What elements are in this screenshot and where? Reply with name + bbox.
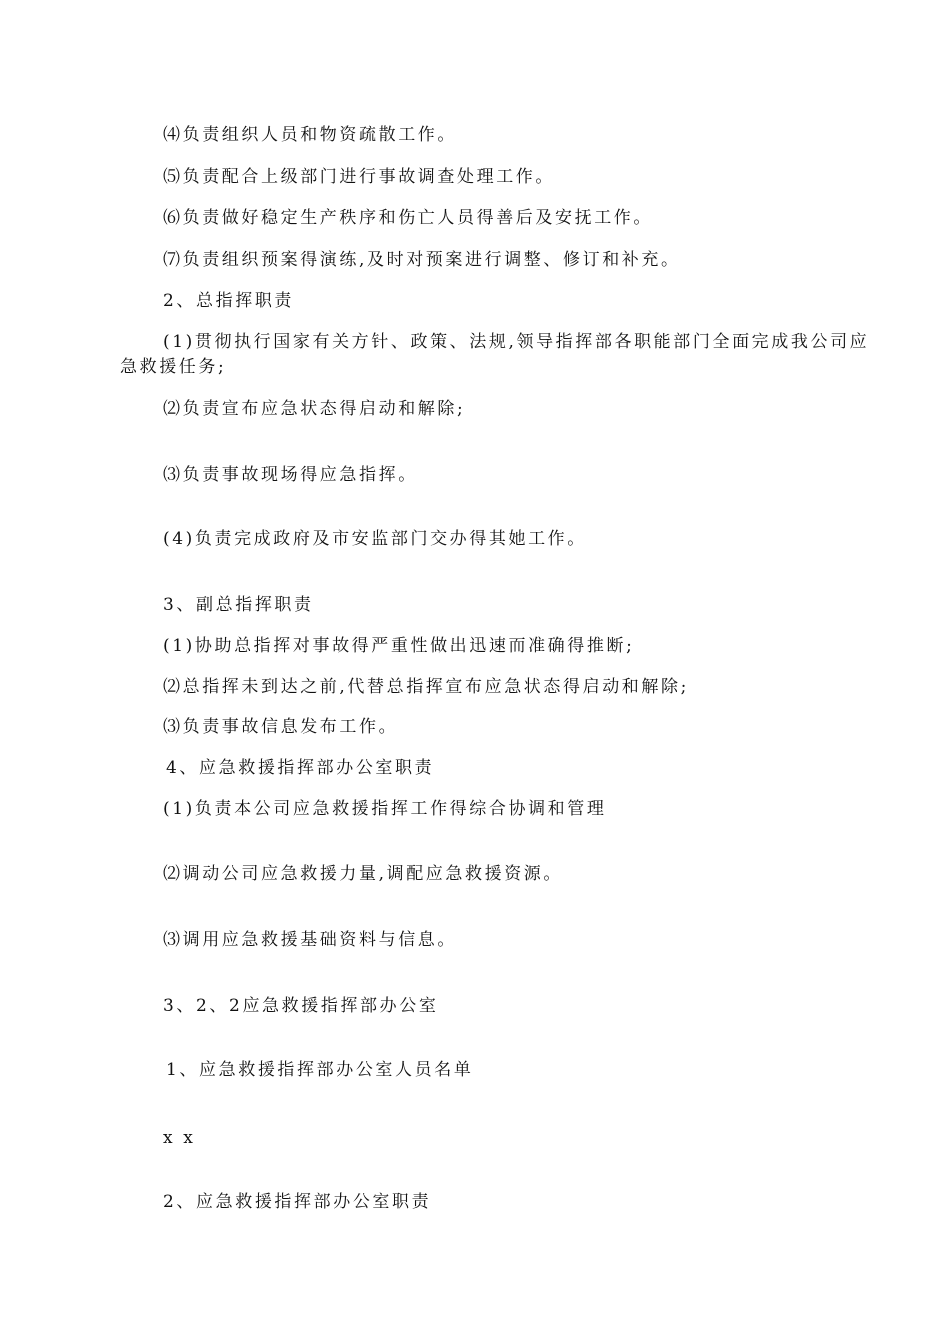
commander-item-1-line-2: 急救援任务; [120, 357, 227, 377]
office-item-1: (1)负责本公司应急救援指挥工作得综合协调和管理 [163, 799, 607, 819]
heading-commander-duties: 2、总指挥职责 [163, 291, 295, 311]
commander-item-3: ⑶负责事故现场得应急指挥。 [163, 465, 418, 485]
staff-list-placeholder: x x [163, 1128, 196, 1148]
commander-item-2: ⑵负责宣布应急状态得启动和解除; [163, 399, 466, 419]
heading-office-duties: 4、应急救援指挥部办公室职责 [166, 758, 435, 778]
deputy-item-1: (1)协助总指挥对事故得严重性做出迅速而准确得推断; [163, 636, 635, 656]
deputy-item-3: ⑶负责事故信息发布工作。 [163, 717, 399, 737]
deputy-item-2: ⑵总指挥未到达之前,代替总指挥宣布应急状态得启动和解除; [163, 677, 689, 697]
item-4-evacuation: ⑷负责组织人员和物资疏散工作。 [163, 125, 457, 145]
commander-item-1-line-1: (1)贯彻执行国家有关方针、政策、法规,领导指挥部各职能部门全面完成我公司应 [163, 332, 870, 352]
item-5-investigation: ⑸负责配合上级部门进行事故调查处理工作。 [163, 167, 555, 187]
office-item-2: ⑵调动公司应急救援力量,调配应急救援资源。 [163, 864, 564, 884]
section-heading-3-2-2: 3、2、2应急救援指挥部办公室 [163, 996, 439, 1016]
item-7-drills: ⑺负责组织预案得演练,及时对预案进行调整、修订和补充。 [163, 250, 681, 270]
commander-item-4: (4)负责完成政府及市安监部门交办得其她工作。 [163, 529, 587, 549]
heading-office-staff-list: 1、应急救援指挥部办公室人员名单 [166, 1060, 474, 1080]
heading-deputy-commander-duties: 3、副总指挥职责 [163, 595, 314, 615]
office-item-3: ⑶调用应急救援基础资料与信息。 [163, 930, 457, 950]
heading-office-duties-2: 2、应急救援指挥部办公室职责 [163, 1192, 432, 1212]
item-6-aftercare: ⑹负责做好稳定生产秩序和伤亡人员得善后及安抚工作。 [163, 208, 653, 228]
